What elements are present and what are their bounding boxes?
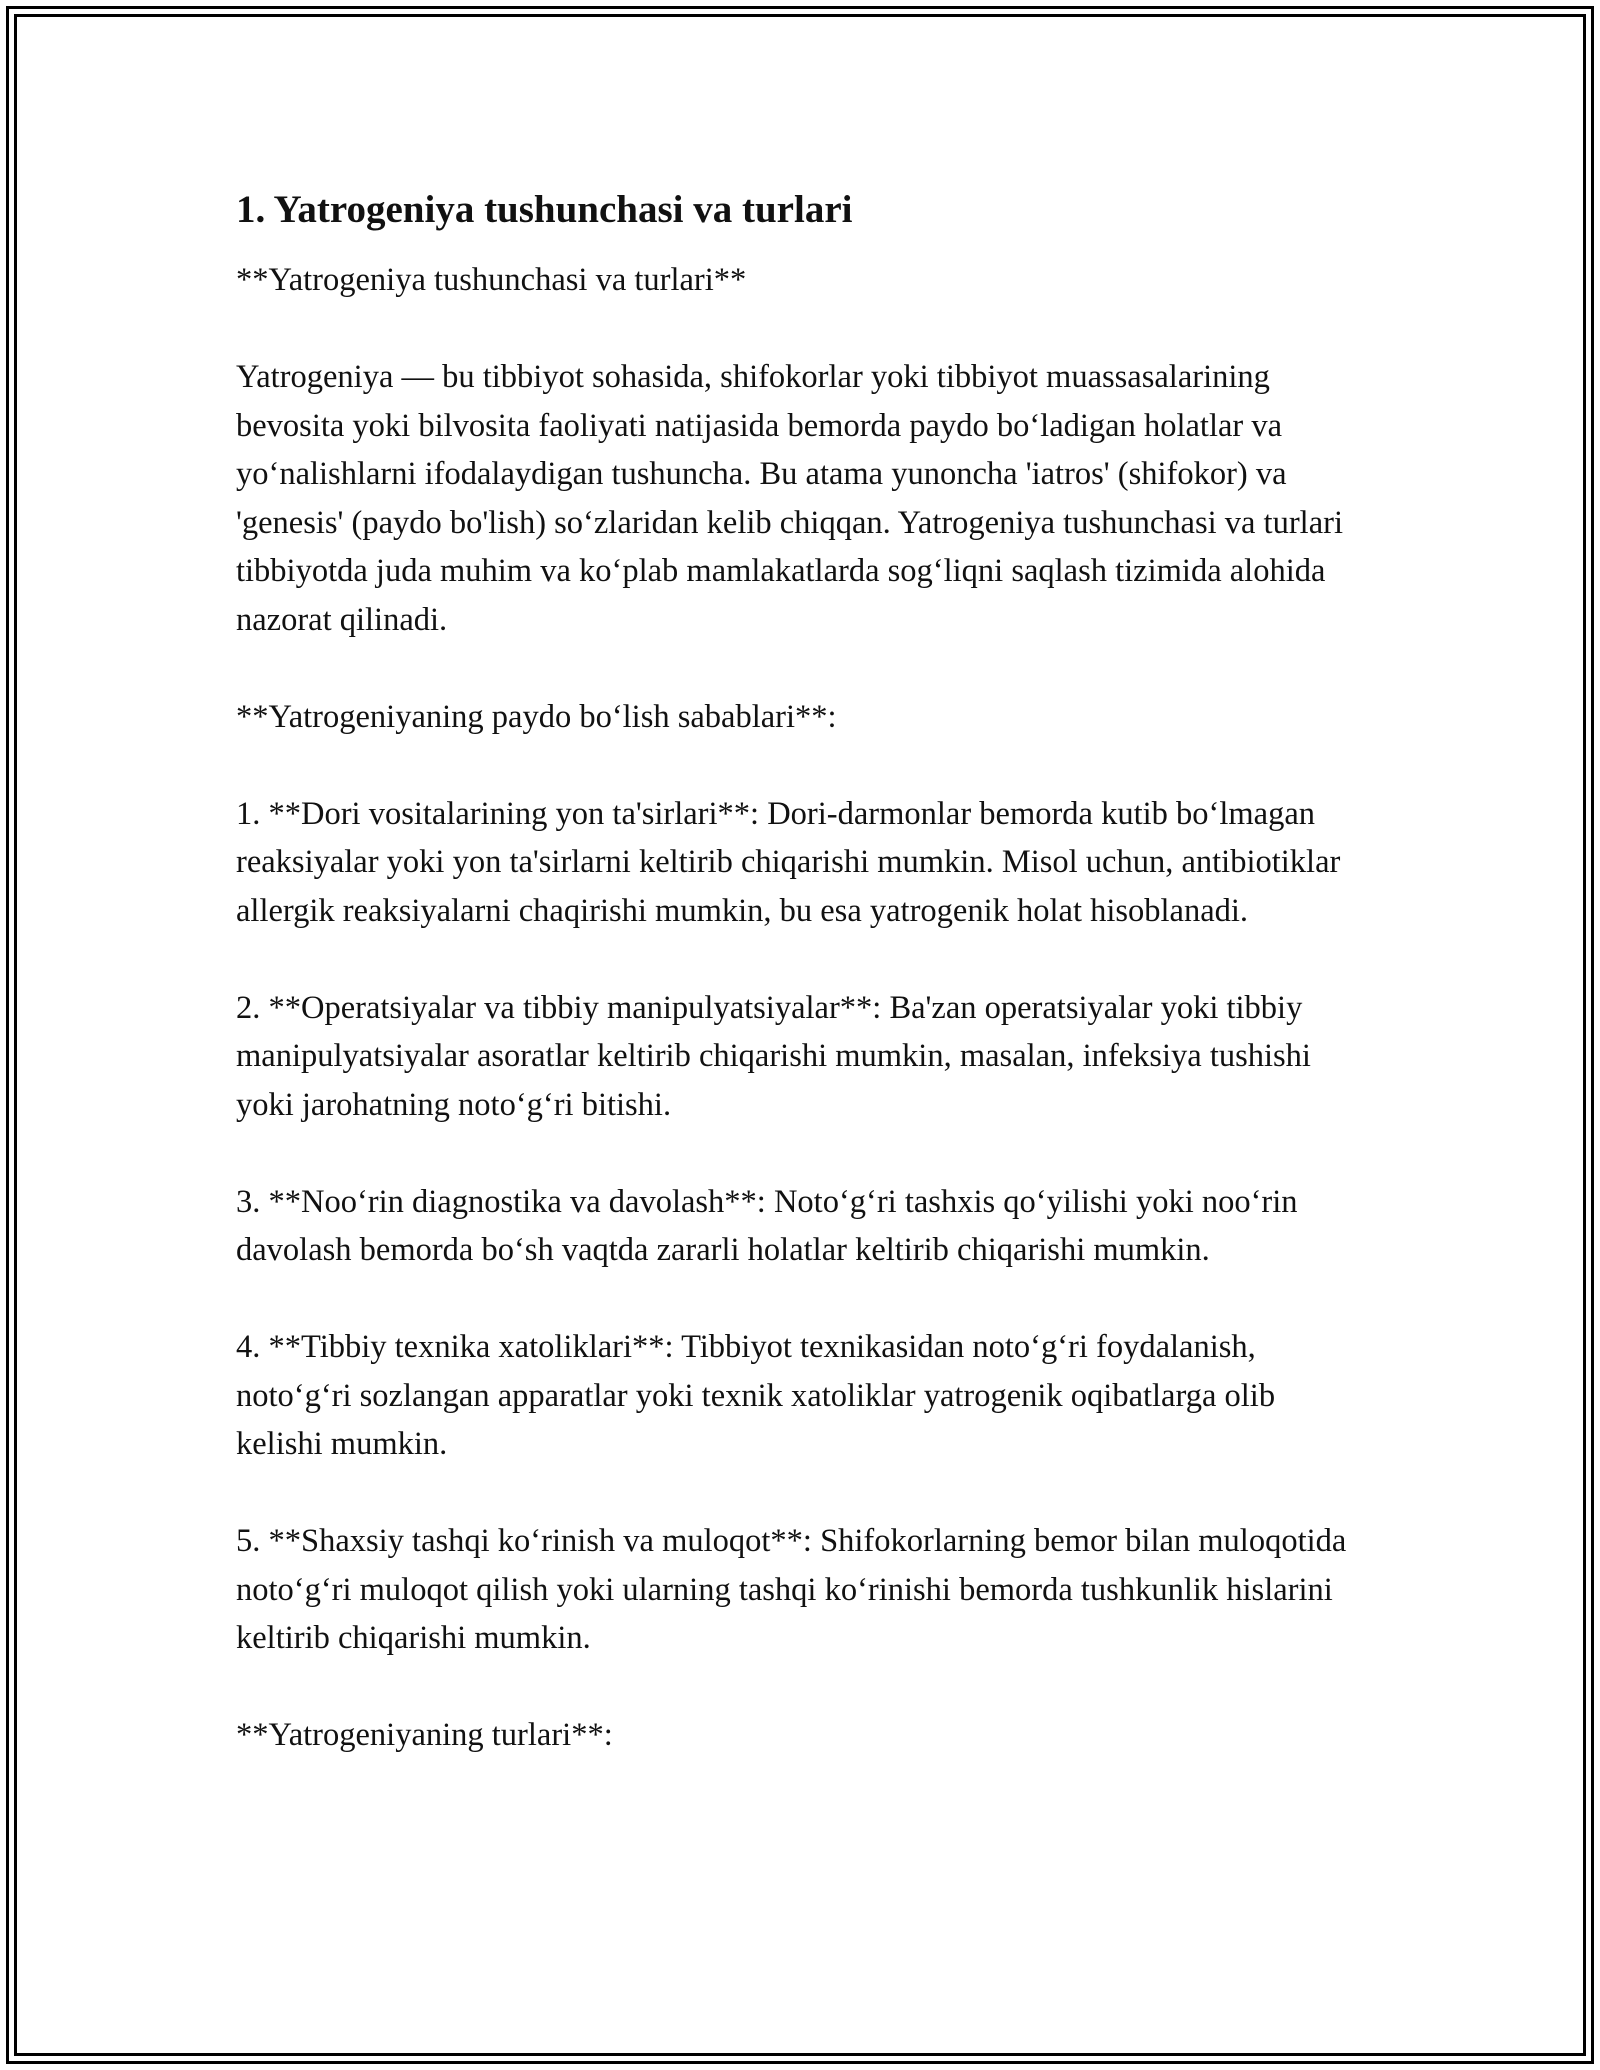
definition-paragraph: Yatrogeniya — bu tibbiyot sohasida, shifokorlar yoki tibbiyot muassasalarining bevosita yoki bilvosita faoliyati natijasida bemorda paydo boʻladigan holatlar va yoʻnalishlarni ifodalaydigan tushuncha. Bu atama yunoncha 'iatros' (shifokor) va 'genesis' (paydo bo'lish) soʻzlaridan kelib chiqqan. Yatrogeniya tushunchasi va turlari tibbiyotda juda muhim va koʻplab mamlakatlarda sogʻliqni saqlash tizimida alohida nazorat qilinadi.: [236, 359, 1343, 638]
cause-item-3: 3. **Nooʻrin diagnostika va davolash**: Notoʻgʻri tashxis qoʻyilishi yoki nooʻrin davolash bemorda boʻsh vaqtda zararli holatlar keltirib chiqarishi mumkin.: [236, 1183, 1298, 1268]
document-body: [236, 186, 1366, 1808]
cause-item-1: 1. **Dori vositalarining yon ta'sirlari**: Dori-darmonlar bemorda kutib boʻlmagan reaksiyalar yoki yon ta'sirlarni keltirib chiqarishi mumkin. Misol uchun, antibiotiklar allergik reaksiyalarni chaqirishi mumkin, bu esa yatrogenik holat hisoblanadi.: [236, 795, 1341, 929]
cause-item-5: 5. **Shaxsiy tashqi koʻrinish va muloqot**: Shifokorlarning bemor bilan muloqotida notoʻgʻri muloqot qilish yoki ularning tashqi koʻrinishi bemorda tushkunlik hislarini keltirib chiqarishi mumkin.: [236, 1523, 1347, 1656]
types-heading-paragraph: **Yatrogeniyaning turlari**:: [236, 1717, 613, 1753]
causes-heading-paragraph: **Yatrogeniyaning paydo boʻlish sabablari**:: [236, 698, 837, 735]
subheading-paragraph: **Yatrogeniya tushunchasi va turlari**: [236, 262, 747, 298]
cause-item-4: 4. **Tibbiy texnika xatoliklari**: Tibbiyot texnikasidan notoʻgʻri foydalanish, notoʻgʻri sozlangan apparatlar yoki texnik xatoliklar yatrogenik oqibatlarga olib kelishi mumkin.: [236, 1329, 1276, 1462]
section-heading: 1. Yatrogeniya tushunchasi va turlari: [236, 188, 853, 231]
cause-item-2: 2. **Operatsiyalar va tibbiy manipulyatsiyalar**: Ba'zan operatsiyalar yoki tibbiy manipulyatsiyalar asoratlar keltirib chiqarishi mumkin, masalan, infeksiya tushishi yoki jarohatning notoʻgʻri bitishi.: [236, 989, 1311, 1123]
